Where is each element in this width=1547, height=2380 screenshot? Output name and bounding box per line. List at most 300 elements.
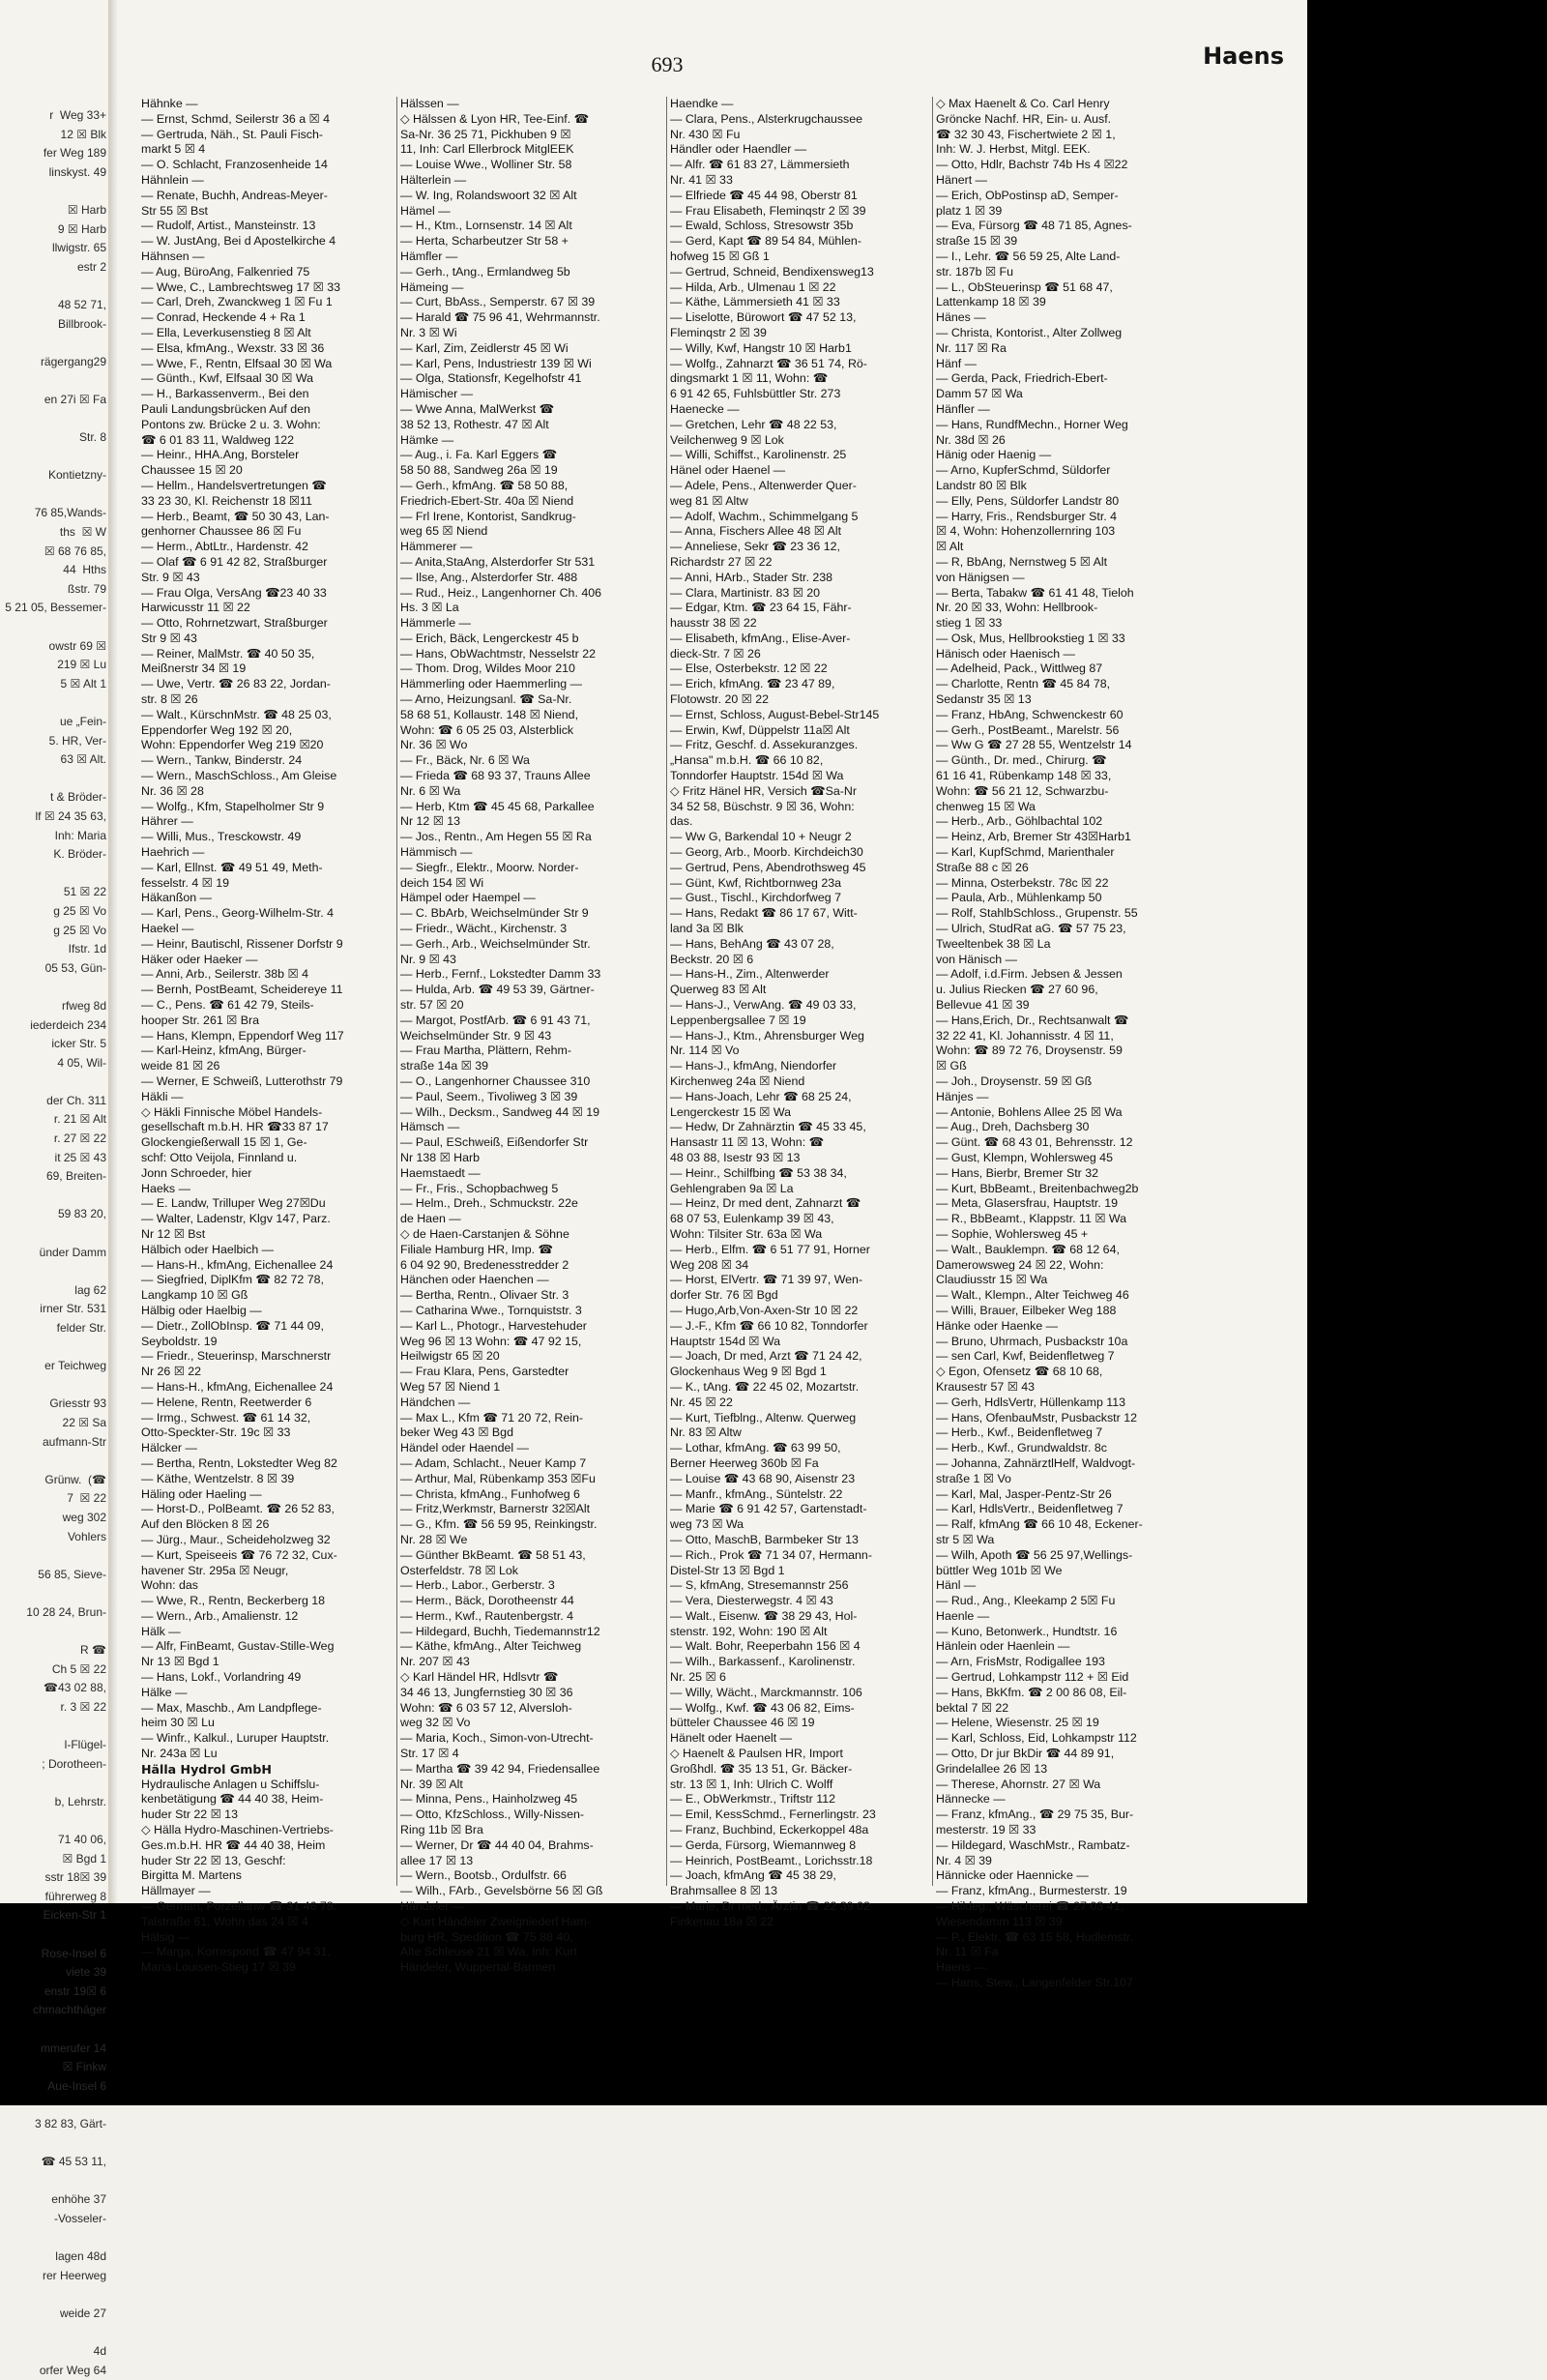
directory-entry: — Wern., Tankw, Binderstr. 24 [141,753,303,768]
fragment-line: Inh: Maria [54,828,106,842]
fragment-line: Billbrook- [57,316,106,331]
directory-entry: — Hans, Klempn, Eppendorf Weg 117 [141,1028,344,1043]
directory-entry: — Hans,Erich, Dr., Rechtsanwalt ☎ [936,1013,1129,1027]
directory-entry: Nr. 41 ☒ 33 [670,172,733,187]
fragment-line: Vohlers [67,1529,106,1543]
fragment-line [0,1452,106,1471]
directory-entry: — Adam, Schlacht., Neuer Kamp 7 [400,1455,587,1470]
directory-entry: — Marga, Korrespond ☎ 47 94 31, [141,1945,331,1959]
directory-entry: ☒ Gß [936,1059,967,1073]
directory-entry: Damerowsweg 24 ☒ 22, Wohn: [936,1257,1104,1272]
fragment-line [0,2323,106,2342]
directory-entry: Hälke — [141,1685,188,1699]
directory-entry: — Olaf ☎ 6 91 42 82, Straßburger [141,554,328,569]
directory-entry: — Wilh., Decksm., Sandweg 44 ☒ 19 [400,1104,599,1119]
directory-entry: Gröncke Nachf. HR, Ein- u. Ausf. [936,111,1112,126]
directory-entry: Hänchen oder Haenchen — [400,1273,549,1287]
fragment-line [0,618,106,637]
fragment-line: irner Str. 531 [40,1302,106,1316]
directory-entry: dorfer Str. 76 ☒ Bgd [670,1288,778,1303]
directory-entry: Nr. 4 ☒ 39 [936,1853,992,1867]
directory-entry: — Hedw, Dr Zahnärztin ☎ 45 33 45, [670,1120,866,1134]
directory-entry: Händeler — [400,1899,465,1914]
directory-entry: deich 154 ☒ Wi [400,875,484,890]
fragment-line: it 25 ☒ 43 [54,1150,106,1164]
directory-entry: Hälcker — [141,1441,197,1455]
directory-entry: Hänes — [936,310,986,325]
fragment-line [0,2285,106,2305]
directory-entry: — Anni, Arb., Seilerstr. 38b ☒ 4 [141,967,308,982]
directory-entry: — Hans-J., kfmAng, Niendorfer [670,1059,837,1073]
directory-entry: — Gerh., PostBeamt., Marelstr. 56 [936,722,1120,737]
directory-entry: Hännicke oder Haennicke — [936,1868,1089,1883]
directory-entry: — Edgar, Ktm. ☎ 23 64 15, Fähr- [670,601,852,615]
fragment-line [0,182,106,201]
directory-entry: Hämpel oder Haempel — [400,891,536,905]
fragment-line: rägergang29 [40,354,106,368]
directory-entry: — Hans, RundfMechn., Horner Weg [936,417,1128,431]
directory-entry: Hänl — [936,1578,977,1593]
directory-entry: Heilwigstr 65 ☒ 20 [400,1349,500,1364]
directory-entry: — Adolf, i.d.Firm. Jebsen & Jessen [936,967,1123,982]
directory-entry: — Max L., Kfm ☎ 71 20 72, Rein- [400,1410,583,1425]
directory-entry: Filiale Hamburg HR, Imp. ☎ [400,1242,553,1256]
directory-entry: — Eva, Fürsorg ☎ 48 71 85, Agnes- [936,219,1132,233]
directory-entry: Str 55 ☒ Bst [141,203,208,218]
directory-entry: Str. 17 ☒ 4 [400,1747,459,1761]
directory-entry: — Emil, KessSchmd., Fernerlingstr. 23 [670,1807,876,1822]
fragment-line: enhöhe 37 [51,2192,106,2207]
directory-entry: Langkamp 10 ☒ Gß [141,1288,248,1303]
directory-entry: — Friedr., Wächt., Kirchenstr. 3 [400,922,568,936]
directory-entry: — Hans, Stew., Langenfelder Str.107 [936,1976,1133,1990]
directory-entry: — Horst-D., PolBeamt. ☎ 26 52 83, [141,1502,335,1516]
directory-entry: dingsmarkt 1 ☒ 11, Wohn: ☎ [670,371,829,386]
directory-entry: Hälla Hydrol GmbH [141,1761,272,1777]
directory-entry: — Fr., Fris., Schopbachweg 5 [400,1181,559,1195]
fragment-line: 44 Hths [63,563,106,577]
fragment-line: estr 2 [76,259,106,274]
fragment-line: K. Bröder- [53,847,106,862]
fragment-line: owstr 69 ☒ [48,638,106,653]
directory-entry: — Elly, Pens, Süldorfer Landstr 80 [936,493,1120,508]
directory-entry: Nr 12 ☒ Bst [141,1226,206,1241]
directory-entry: Nr. 243a ☒ Lu [141,1747,218,1761]
directory-entry: — Bruno, Uhrmach, Pusbackstr 10a [936,1334,1128,1348]
directory-entry: — Karl L., Photogr., Harvestehuder [400,1318,587,1333]
directory-entry: Hämmisch — [400,845,473,860]
fragment-line: chmachthäger [32,2003,106,2017]
directory-entry: stieg 1 ☒ 33 [936,616,1003,631]
directory-entry: weg 81 ☒ Altw [670,493,748,508]
directory-entry: — Walt. Bohr, Reeperbahn 156 ☒ 4 [670,1639,861,1654]
directory-entry: — Olga, Stationsfr, Kegelhofstr 41 [400,371,582,386]
directory-entry: das. [670,814,693,829]
directory-entry: — Karl, Schloss, Eid, Lohkampstr 112 [936,1731,1137,1746]
directory-entry: Nr. 207 ☒ 43 [400,1655,470,1669]
directory-entry: — Fritz,Werkmstr, Barnerstr 32☒Alt [400,1502,591,1516]
book-gutter [108,0,118,1903]
directory-entry: Richardstr 27 ☒ 22 [670,554,773,569]
directory-entry: — Willy, Wächt., Marckmannstr. 106 [670,1685,862,1699]
directory-entry: Hänisch oder Haenisch — [936,646,1075,661]
fragment-line: ☎43 02 88, [44,1681,106,1695]
directory-entry: Grindelallee 26 ☒ 13 [936,1761,1048,1776]
directory-entry: Hälsig — [141,1929,190,1944]
directory-entry: — Frieda ☎ 68 93 37, Trauns Allee [400,769,591,783]
directory-entry: — Heinz, Arb, Bremer Str 43☒Harb1 [936,830,1131,844]
fragment-line: weide 27 [59,2306,106,2320]
scan-border-right [1307,0,1547,2105]
directory-entry: — Helm., Dreh., Schmuckstr. 22e [400,1196,578,1211]
directory-entry: — Margot, PostfArb. ☎ 6 91 43 71, [400,1013,591,1027]
directory-entry: — Otto, KfzSchloss., Willy-Nissen- [400,1807,585,1822]
fragment-line: orfer Weg 64 [39,2363,106,2377]
fragment-line [0,1072,106,1092]
column-divider [932,97,933,1886]
fragment-line: ☒ Harb [67,202,106,217]
directory-entry: — Fr., Bäck, Nr. 6 ☒ Wa [400,753,530,768]
directory-entry: chenweg 15 ☒ Wa [936,799,1036,813]
fragment-line: führerweg 8 [44,1889,106,1903]
directory-entry: — Rud., Ang., Kleekamp 2 5☒ Fu [936,1594,1116,1608]
directory-entry: — Louise ☎ 43 68 90, Aisenstr 23 [670,1471,856,1485]
directory-entry: heim 30 ☒ Lu [141,1716,215,1730]
directory-entry: — Gretchen, Lehr ☎ 48 22 53, [670,417,837,431]
directory-entry: Wiesendamm 113 ☒ 39 [936,1914,1063,1928]
directory-entry: — Heinr., Schilfbing ☎ 53 38 34, [670,1165,847,1180]
directory-entry: — Gerh., Arb., Weichselmünder Str. [400,936,591,951]
directory-entry: — Frau Martha, Plättern, Rehm- [400,1043,571,1058]
directory-entry: hofweg 15 ☒ Gß 1 [670,249,770,263]
directory-entry: Hänf — [936,356,978,370]
directory-entry: ◇ Hälla Hydro-Maschinen-Vertriebs- [141,1823,334,1837]
directory-entry: — Herb., Beamt, ☎ 50 30 43, Lan- [141,509,330,523]
directory-entry: huder Str 22 ☒ 13, Geschf: [141,1853,286,1867]
fragment-line: 4 05, Wil- [57,1055,106,1070]
fragment-line [0,978,106,997]
directory-entry: Meißnerstr 34 ☒ 19 [141,661,247,676]
directory-entry: — Johanna, ZahnärztlHelf, Waldvogt- [936,1455,1136,1470]
directory-entry: Nr. 38d ☒ 26 [936,432,1006,447]
fragment-line [0,2172,106,2191]
directory-entry: — Karl, Ellnst. ☎ 49 51 49, Meth- [141,860,323,874]
directory-entry: — Hans-H., kfmAng, Eichenallee 24 [141,1379,334,1394]
directory-entry: — Conrad, Heckende 4 + Ra 1 [141,310,306,325]
directory-entry: Lengerckestr 15 ☒ Wa [670,1104,791,1119]
fragment-line [0,277,106,296]
column-divider [396,97,397,1886]
directory-entry: Brahmsallee 8 ☒ 13 [670,1884,777,1898]
directory-entry: straße 1 ☒ Vo [936,1471,1011,1485]
directory-entry: — Alfr, FinBeamt, Gustav-Stille-Weg [141,1639,335,1654]
directory-entry: — Kurt, BbBeamt., Breitenbachweg2b [936,1181,1139,1195]
directory-entry: — Winfr., Kalkul., Luruper Hauptstr. [141,1731,330,1746]
directory-entry: Gehlengraben 9a ☒ La [670,1181,794,1195]
directory-entry: Jonn Schroeder, hier [141,1165,252,1180]
directory-entry: Osterfeldstr. 78 ☒ Lok [400,1563,518,1577]
directory-entry: — Heinrich, PostBeamt., Lorichsstr.18 [670,1853,873,1867]
directory-entry: — Hulda, Arb. ☎ 49 53 39, Gärtner- [400,983,595,997]
directory-entry: Fleminqstr 2 ☒ 39 [670,325,767,339]
fragment-line: 71 40 06, [57,1833,106,1847]
directory-entry: Straße 88 c ☒ 26 [936,860,1029,874]
directory-entry: beker Weg 43 ☒ Bgd [400,1425,513,1440]
previous-page-fragment [0,106,106,2380]
directory-entry: — Werner, Dr ☎ 44 40 04, Brahms- [400,1837,594,1852]
fragment-line [0,1546,106,1566]
directory-entry: — I., Lehr. ☎ 56 59 25, Alte Land- [936,249,1121,263]
fragment-line: Rose-Insel 6 [41,1946,106,1960]
directory-entry: 48 03 88, Isestr 93 ☒ 13 [670,1150,801,1164]
directory-entry: — Marie ☎ 6 91 42 57, Gartenstadt- [670,1502,867,1516]
fragment-line: ünder Damm [39,1245,106,1259]
directory-entry: — Bertha, Rentn., Olivaer Str. 3 [400,1288,569,1303]
directory-entry: Nr. 83 ☒ Altw [670,1425,742,1440]
directory-entry: — Günth., Kwf, Elfsaal 30 ☒ Wa [141,371,313,386]
fragment-line: R ☎ [80,1643,106,1658]
directory-entry: — Elfriede ☎ 45 44 98, Oberstr 81 [670,188,858,202]
fragment-line: mmerufer 14 [40,2041,106,2055]
directory-entry: — Herm., Kwf., Rautenbergstr. 4 [400,1608,574,1623]
directory-entry: — Karl, KupfSchmd, Marienthaler [936,845,1115,860]
directory-entry: Haens — [936,1960,986,1975]
directory-entry: ◇ de Haen-Carstanjen & Söhne [400,1226,569,1241]
directory-entry: Nr. 6 ☒ Wa [400,783,461,798]
directory-entry: Sedanstr 35 ☒ 13 [936,692,1032,707]
directory-entry: 32 22 41, Kl. Johannisstr. 4 ☒ 11, [936,1028,1114,1043]
directory-entry: — Hildegard, Buchh, Tiedemannstr12 [400,1624,600,1638]
directory-entry: — Adelheid, Pack., Wittlweg 87 [936,661,1103,676]
directory-entry: — Herb., Arb., Göhlbachtal 102 [936,814,1103,829]
directory-entry: 33 23 30, Kl. Reichenstr 18 ☒11 [141,493,312,508]
directory-entry: str. 13 ☒ 1, Inh: Ulrich C. Wolff [670,1777,833,1791]
directory-entry: — O. Schlacht, Franzosenheide 14 [141,158,328,172]
directory-entry: Nr. 25 ☒ 6 [670,1670,726,1685]
directory-entry: Nr. 3 ☒ Wi [400,325,457,339]
directory-entry: Damm 57 ☒ Wa [936,387,1023,401]
fragment-line [0,1623,106,1642]
directory-entry: — Marie, Dr med., Ärztin ☎ 22 39 02 [670,1899,870,1914]
directory-entry: — Karl, Zim, Zeidlerstr 45 ☒ Wi [400,340,569,355]
directory-entry: ◇ Max Haenelt & Co. Carl Henry [936,97,1110,110]
directory-entry: platz 1 ☒ 39 [936,203,1003,218]
directory-entry: — Herm., AbtLtr., Hardenstr. 42 [141,540,308,554]
directory-entry: — Minna, Pens., Hainholzweg 45 [400,1792,578,1807]
fragment-line: Grünw. (☎ [44,1472,106,1486]
directory-entry: — Herb., Kwf., Grundwaldstr. 8c [936,1441,1107,1455]
directory-entry: — Ella, Leverkusenstieg 8 ☒ Alt [141,325,311,339]
directory-entry: 34 46 13, Jungfernstieg 30 ☒ 36 [400,1685,573,1699]
directory-entry: Hännecke — [936,1792,1006,1807]
fragment-line: g 25 ☒ Vo [53,903,106,918]
directory-entry: str. 57 ☒ 20 [400,998,464,1013]
fragment-line [0,2134,106,2154]
directory-entry: — Hans-H., kfmAng, Eichenallee 24 [141,1257,334,1272]
fragment-line: 7 ☒ 22 [67,1491,106,1506]
directory-entry: — Hans-Joach, Lehr ☎ 68 25 24, [670,1089,852,1103]
directory-entry: — Arno, Heizungsanl. ☎ Sa-Nr. [400,692,572,707]
directory-entry: — W. Ing, Rolandswoort 32 ☒ Alt [400,188,577,202]
directory-entry: — Käthe, Lämmersieth 41 ☒ 33 [670,295,840,309]
fragment-line: weg 302 [62,1510,106,1524]
directory-entry: — Franz, kfmAng., ☎ 29 75 35, Bur- [936,1807,1134,1822]
directory-entry: — Joach, kfmAng ☎ 45 38 29, [670,1868,836,1883]
directory-entry: Hänke oder Haenke — [936,1318,1059,1333]
fragment-line: 51 ☒ 22 [63,885,106,899]
directory-entry: Glockenhaus Weg 9 ☒ Bgd 1 [670,1365,827,1379]
directory-entry: Hämmerle — [400,616,471,631]
directory-entry: — Ww G, Barkendal 10 + Neugr 2 [670,830,852,844]
directory-entry: — Walt., Bauklempn. ☎ 68 12 64, [936,1242,1120,1256]
directory-entry: — Hans, Lokf., Vorlandring 49 [141,1670,302,1685]
directory-entry: — Clara, Martinistr. 83 ☒ 20 [670,585,821,600]
directory-entry: — Willi, Mus., Tresckowstr. 49 [141,830,302,844]
directory-entry: — Dietr., ZollObInsp. ☎ 71 44 09, [141,1318,324,1333]
fragment-line: ue „Fein- [59,715,106,728]
directory-entry: Berner Heerweg 360b ☒ Fa [670,1455,819,1470]
directory-entry: — Hans, Redakt ☎ 86 17 67, Witt- [670,906,858,921]
directory-entry: — Max, Maschb., Am Landpflege- [141,1700,322,1715]
directory-entry: — Gerda, Pack, Friedrich-Ebert- [936,371,1108,386]
directory-entry: allee 17 ☒ 13 [400,1853,474,1867]
directory-entry: — Maria, Koch., Simon-von-Utrecht- [400,1731,594,1746]
directory-entry: — Osk, Mus, Hellbrookstieg 1 ☒ 33 [936,631,1125,645]
directory-entry: — Ewald, Schloss, Stresowstr 35b [670,219,854,233]
fragment-line: g 25 ☒ Vo [53,923,106,937]
directory-entry: Ges.m.b.H. HR ☎ 44 40 38, Heim [141,1837,326,1852]
directory-entry: — Erwin, Kwf, Düppelstr 11a☒ Alt [670,722,850,737]
directory-entry: Inh: W. J. Herbst, Mitgl. EEK. [936,142,1091,157]
directory-entry: — Arthur, Mal, Rübenkamp 353 ☒Fu [400,1471,596,1485]
directory-entry: — Herb., Labor., Gerberstr. 3 [400,1578,555,1593]
directory-entry: de Haen — [400,1212,461,1226]
column-divider [666,97,667,1886]
directory-entry: — Therese, Ahornstr. 27 ☒ Wa [936,1777,1101,1791]
directory-entry: — Otto, Dr jur BkDir ☎ 44 89 91, [936,1747,1115,1761]
directory-entry: hooper Str. 261 ☒ Bra [141,1013,260,1027]
directory-entry: — Wolfg., Zahnarzt ☎ 36 51 74, Rö- [670,356,867,370]
directory-entry: Nr. 45 ☒ 22 [670,1395,733,1409]
directory-entry: — Wilh, Apoth ☎ 56 25 97,Wellings- [936,1547,1133,1562]
directory-entry: — Manfr., kfmAng., Süntelstr. 22 [670,1486,843,1501]
directory-entry: Hährer — [141,814,193,829]
directory-entry: Sa-Nr. 36 25 71, Pickhuben 9 ☒ [400,127,571,141]
directory-entry: Flotowstr. 20 ☒ 22 [670,692,770,707]
directory-entry: Alte Schleuse 21 ☒ Wa, Inh: Kurt [400,1945,577,1959]
fragment-line: 5 ☒ Alt 1 [60,676,106,690]
fragment-line: en 27i ☒ Fa [44,392,106,406]
directory-entry: — Catharina Wwe., Tornquiststr. 3 [400,1303,582,1317]
directory-entry: Haekel — [141,922,194,936]
directory-entry: Leppenbergsallee 7 ☒ 19 [670,1013,806,1027]
directory-entry: Hähnsen — [141,249,205,263]
directory-entry: — Hans, Bierbr, Bremer Str 32 [936,1165,1099,1180]
directory-entry: — Christa, Kontorist., Alter Zollweg [936,325,1123,339]
directory-entry: — Aug., Dreh, Dachsberg 30 [936,1120,1090,1134]
directory-entry: — S, kfmAng, Stresemannstr 256 [670,1578,849,1593]
directory-entry: Nr 26 ☒ 22 [141,1365,202,1379]
directory-entry: Nr 12 ☒ 13 [400,814,461,829]
directory-entry: str. 8 ☒ 26 [141,692,198,707]
directory-entry: — Alfr. ☎ 61 83 27, Lämmersieth [670,158,850,172]
fragment-line: 05 53, Gün- [44,960,106,975]
directory-entry: — Friedr., Steuerinsp, Marschnerstr [141,1349,332,1364]
directory-entry: — Franz, Buchbind, Eckerkoppel 48a [670,1823,869,1837]
directory-entry: Hänjes — [936,1089,989,1103]
directory-entry: — Ulrich, StudRat aG. ☎ 57 75 23, [936,922,1126,936]
fragment-line: r. 3 ☒ 22 [60,1699,106,1714]
directory-entry: — K., tAng. ☎ 22 45 02, Mozartstr. [670,1379,860,1394]
fragment-line: 10 28 24, Brun- [26,1604,106,1619]
directory-entry: — Wilh., Barkassenf., Karolinenstr. [670,1655,856,1669]
directory-entry: Hähnlein — [141,172,204,187]
directory-entry: — Ernst, Schmd, Seilerstr 36 a ☒ 4 [141,111,330,126]
directory-entry: — Käthe, kfmAng., Alter Teichweg [400,1639,582,1654]
fragment-line: Ch 5 ☒ 22 [51,1661,106,1676]
fragment-line: Kontietzny- [47,468,106,483]
directory-entry: Beckstr. 20 ☒ 6 [670,952,754,966]
directory-entry: Häkanßon — [141,891,213,905]
directory-entry: — C. BbArb, Weichselmünder Str 9 [400,906,589,921]
fragment-line: 3 82 83, Gärt- [34,2116,106,2130]
directory-entry: — Gerh, HdlsVertr, Hüllenkamp 113 [936,1395,1126,1409]
directory-entry: — Gerda, Fürsorg, Wiemannweg 8 [670,1837,857,1852]
directory-entry: — Hans, ObWachtmstr, Nesselstr 22 [400,646,596,661]
fragment-line: llwigstr. 65 [51,241,106,255]
directory-entry: 58 68 51, Kollaustr. 148 ☒ Niend, [400,707,579,721]
fragment-line [0,1774,106,1793]
directory-entry: Pauli Landungsbrücken Auf den [141,401,310,416]
directory-entry: — Erich, ObPostinsp aD, Semper- [936,188,1119,202]
directory-entry: — Helene, Wiesenstr. 25 ☒ 19 [936,1716,1099,1730]
directory-entry: — Gertrud, Pens, Abendrothsweg 45 [670,860,866,874]
fragment-line [0,485,106,505]
directory-entry: — Charlotte, Rentn ☎ 45 84 78, [936,677,1111,691]
directory-entry: Hämeing — [400,279,464,294]
directory-entry: — Ilse, Ang., Alsterdorfer Str. 488 [400,570,578,584]
fragment-line: b, Lehrstr. [54,1794,106,1808]
directory-entry: Str 9 ☒ 43 [141,631,197,645]
directory-entry: weide 81 ☒ 26 [141,1059,220,1073]
directory-entry: Hämsch — [400,1120,460,1134]
directory-entry: Nr. 36 ☒ 28 [141,783,204,798]
running-head: Haens [1203,43,1284,70]
directory-entry: — Willi, Brauer, Eilbeker Weg 188 [936,1303,1117,1317]
directory-entry: — Wern., MaschSchloss., Am Gleise [141,769,337,783]
directory-entry: Wohn: ☎ 6 03 57 12, Alversloh- [400,1700,572,1715]
directory-entry: — Wwe, R., Rentn, Beckerberg 18 [141,1594,326,1608]
fragment-line: 5 21 05, Bessemer- [5,601,106,615]
directory-entry: ◇ Karl Händel HR, Hdlsvtr ☎ [400,1670,559,1685]
directory-entry: ☎ 6 01 83 11, Waldweg 122 [141,432,295,447]
fragment-line: t & Bröder- [49,790,106,805]
directory-entry: — Aug, BüroAng, Falkenried 75 [141,264,310,279]
directory-entry: — German, Porzellanw ☎ 31 46 78. [141,1899,337,1914]
directory-entry: — Renate, Buchh, Andreas-Meyer- [141,188,328,202]
directory-entry: — Elisabeth, kfmAng., Elise-Aver- [670,631,851,645]
directory-entry: — Curt, BbAss., Semperstr. 67 ☒ 39 [400,295,596,309]
directory-entry: — Anneliese, Sekr ☎ 23 36 12, [670,540,840,554]
directory-entry: „Hansa" m.b.H. ☎ 66 10 82, [670,753,824,768]
fragment-line: Ifstr. 1d [68,942,106,956]
fragment-line: aufmann-Str [42,1434,106,1449]
directory-entry: havener Str. 295a ☒ Neugr, [141,1563,289,1577]
directory-entry: — Hilda, Arb., Ulmenau 1 ☒ 22 [670,279,836,294]
directory-entry: — L., ObSteuerinsp ☎ 51 68 47, [936,279,1113,294]
fragment-line: linskyst. 49 [48,164,106,179]
directory-entry: — Vera, Diesterwegstr. 4 ☒ 43 [670,1594,833,1608]
